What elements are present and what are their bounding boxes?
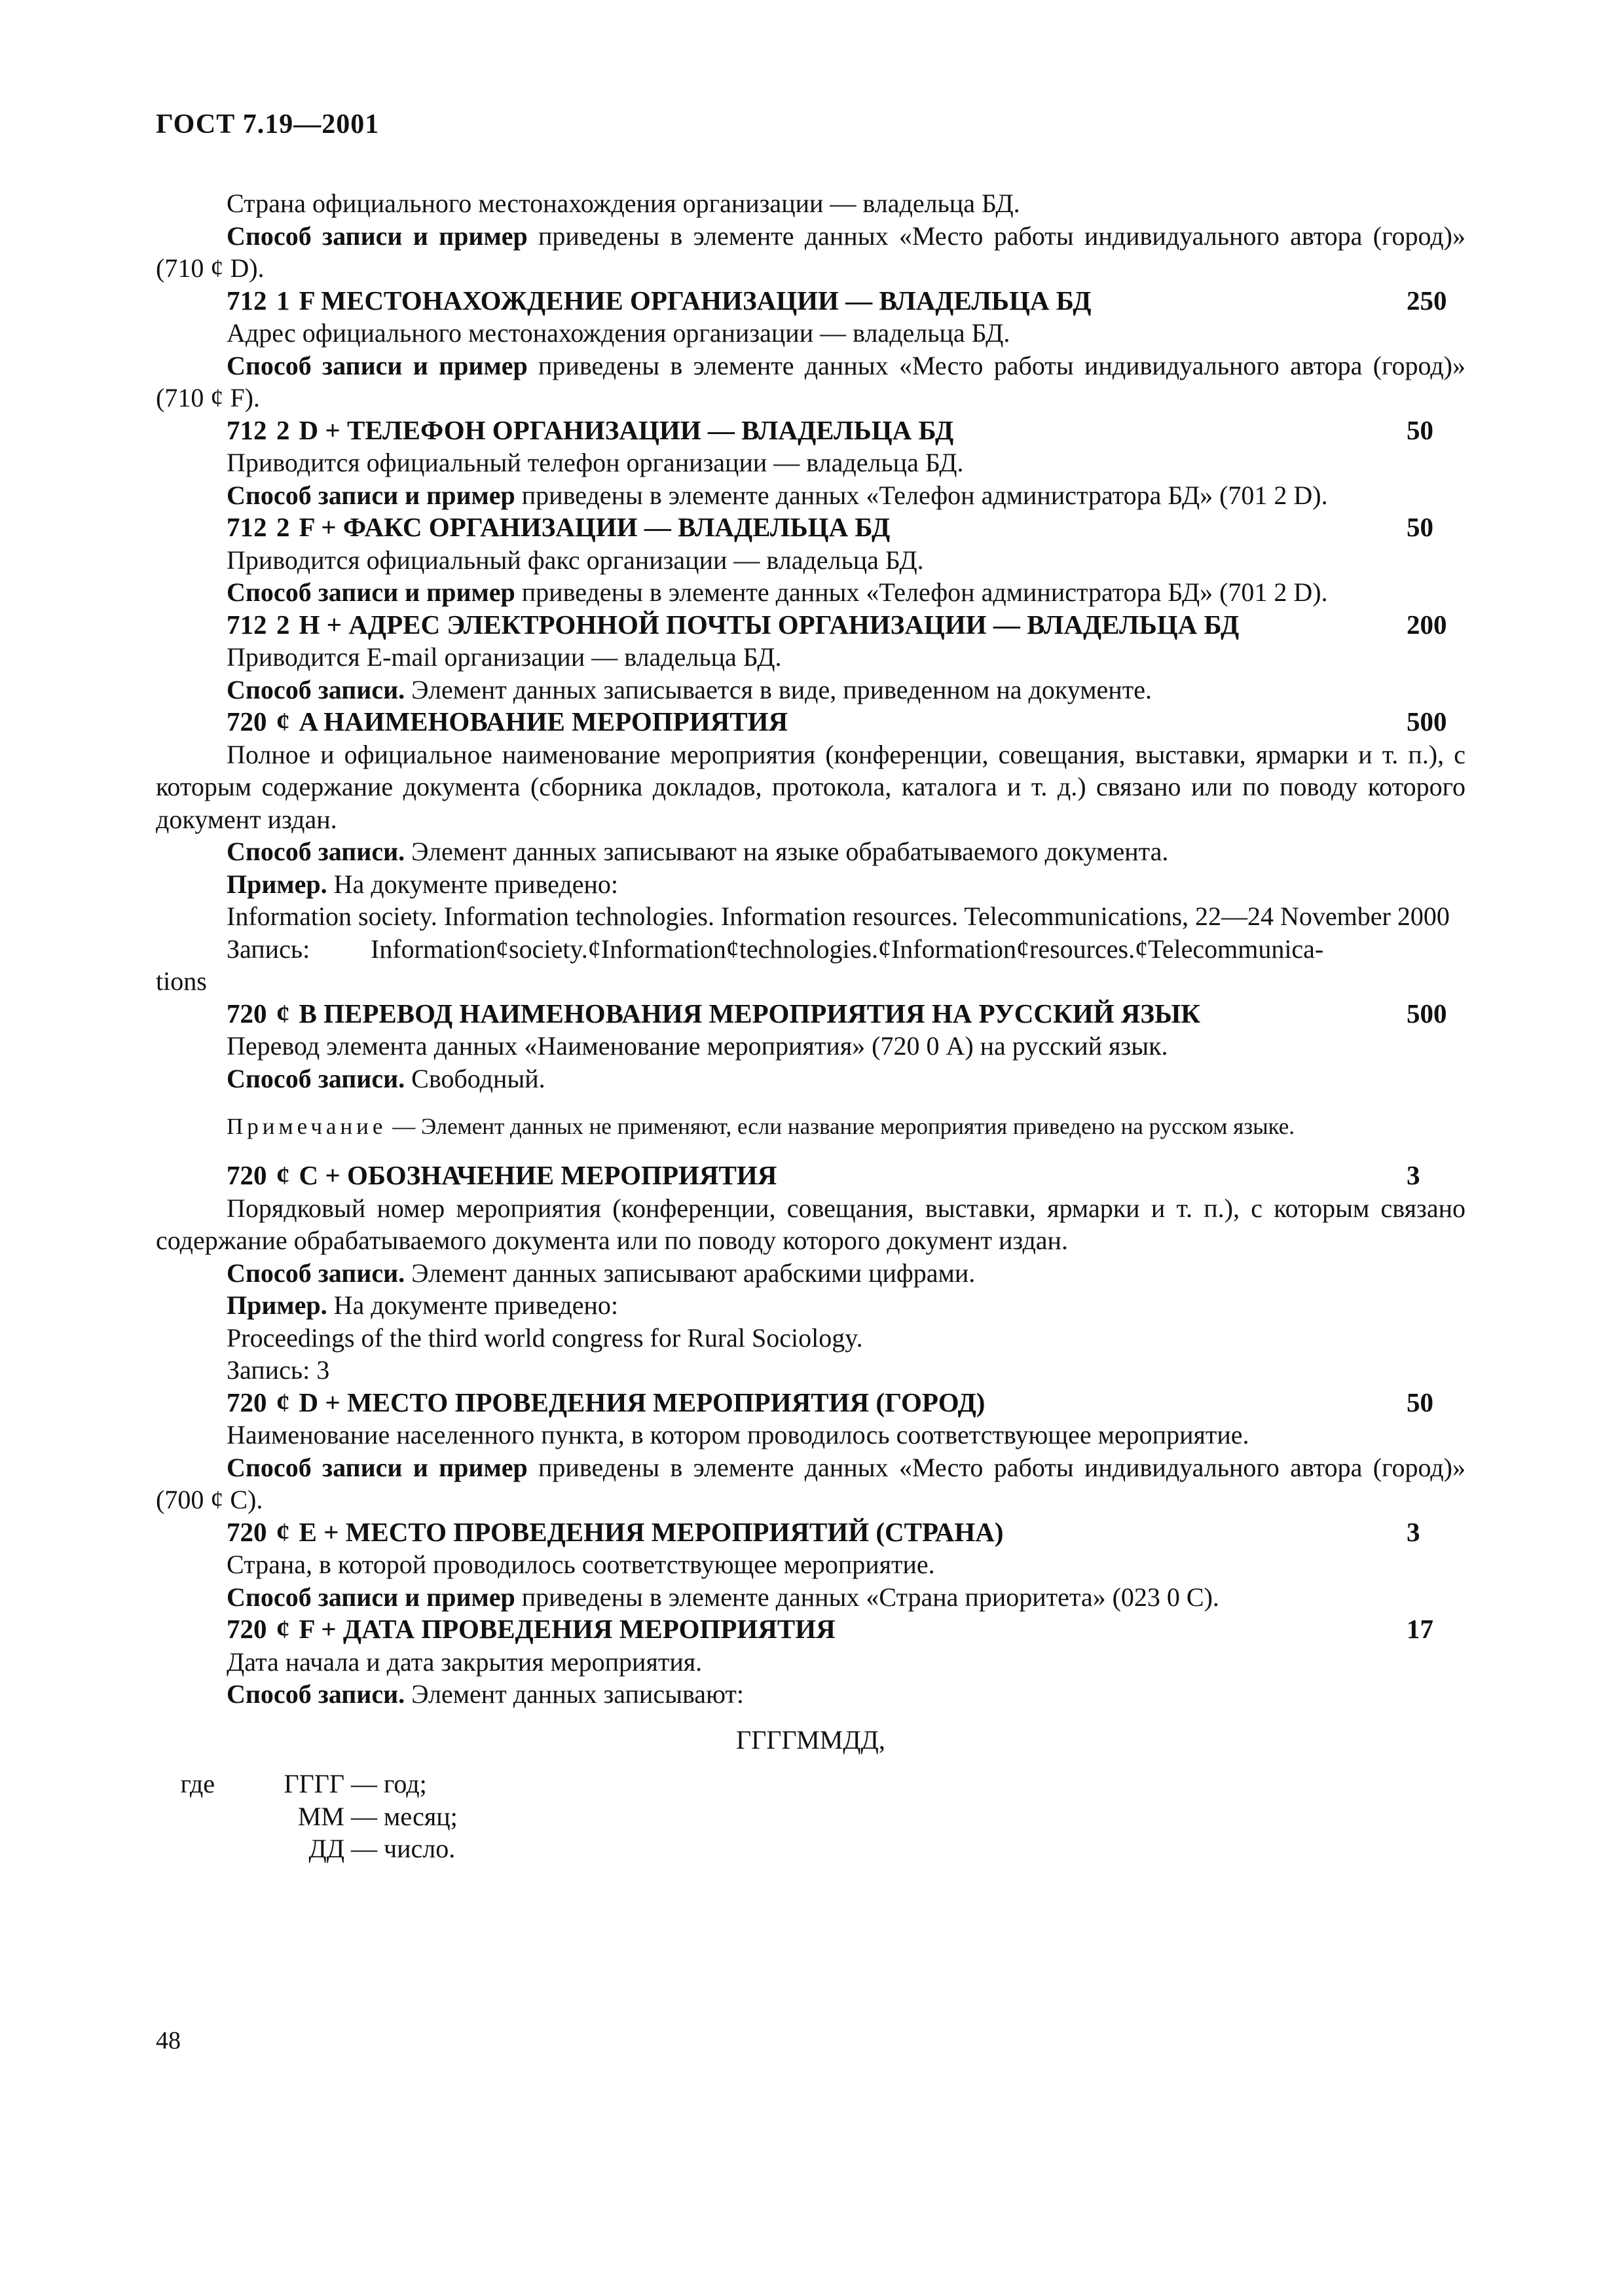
- paragraph-text: Элемент данных записывают арабскими цифрами.: [405, 1258, 976, 1288]
- paragraph-text: На документе приведено:: [327, 869, 619, 899]
- field-title: F МЕСТОНАХОЖДЕНИЕ ОРГАНИЗАЦИИ — ВЛАДЕЛЬЦА БД: [299, 285, 1092, 316]
- paragraph-text: приведены в элементе данных «Телефон администратора БД» (701 2 D).: [515, 480, 1328, 510]
- bold-lead-text: Способ записи.: [227, 674, 405, 704]
- field-length: 500: [1407, 998, 1447, 1029]
- field-indicator: ȼ: [276, 998, 290, 1029]
- legend-desc: — год;: [351, 1769, 427, 1798]
- bold-lead-text: Способ записи.: [227, 837, 405, 866]
- bold-lead-text: Способ записи и пример: [227, 1582, 515, 1612]
- paragraph-text: приведены в элементе данных «Телефон администратора БД» (701 2 D).: [515, 577, 1328, 607]
- legend-term: ДД: [308, 1834, 344, 1863]
- legend-row: [156, 1768, 1465, 1800]
- paragraph-text: приведены в элементе данных «Место работы индивидуального автора (город)» (700 ȼ C).: [156, 1452, 1465, 1514]
- field-indicator: 1: [276, 285, 290, 316]
- paragraph: [156, 1419, 1465, 1451]
- field-heading: [156, 1613, 1465, 1646]
- paragraph: [156, 187, 1465, 220]
- paragraph-text: Адрес официального местонахождения организации — владельца БД.: [227, 318, 1010, 348]
- paragraph-text: Элемент данных записывают:: [405, 1679, 745, 1709]
- field-title: B ПЕРЕВОД НАИМЕНОВАНИЯ МЕРОПРИЯТИЯ НА РУССКИЙ ЯЗЫК: [299, 998, 1200, 1029]
- bold-lead-text: Способ записи.: [227, 1258, 405, 1288]
- paragraph: [156, 641, 1465, 674]
- field-tag: 720: [227, 1160, 267, 1190]
- paragraph-text: Элемент данных записывают на языке обрабатываемого документа.: [405, 837, 1169, 866]
- field-title: C + ОБОЗНАЧЕНИЕ МЕРОПРИЯТИЯ: [299, 1160, 777, 1190]
- field-indicator: ȼ: [276, 706, 290, 737]
- field-length: 250: [1407, 285, 1447, 316]
- field-tag: 720: [227, 998, 267, 1029]
- field-title: D + ТЕЛЕФОН ОРГАНИЗАЦИИ — ВЛАДЕЛЬЦА БД: [299, 414, 954, 445]
- paragraph: [156, 1646, 1465, 1679]
- field-heading: [156, 706, 1465, 738]
- paragraph: [156, 1581, 1465, 1614]
- paragraph: [156, 576, 1465, 609]
- paragraph: [156, 1030, 1465, 1063]
- paragraph-text: Свободный.: [405, 1063, 545, 1093]
- field-heading: [156, 609, 1465, 642]
- page-number: 48: [156, 2027, 181, 2054]
- field-heading: [156, 1516, 1465, 1549]
- field-tag: 712: [227, 609, 267, 640]
- paragraph-text: Приводится официальный факс организации — владельца БД.: [227, 545, 924, 575]
- paragraph: [156, 738, 1465, 836]
- field-heading: [156, 511, 1465, 544]
- paragraph-text: Страна, в которой проводилось соответствующее мероприятие.: [227, 1550, 935, 1579]
- paragraph: [156, 1354, 1465, 1387]
- field-tag: 720: [227, 706, 267, 737]
- field-title: E + МЕСТО ПРОВЕДЕНИЯ МЕРОПРИЯТИЙ (СТРАНА): [299, 1516, 1004, 1547]
- bold-lead-text: Способ записи и пример: [227, 350, 528, 380]
- paragraph: [156, 220, 1465, 285]
- field-indicator: 2: [276, 414, 290, 445]
- paragraph: [156, 1322, 1465, 1355]
- paragraph: [156, 835, 1465, 868]
- bold-lead-text: Способ записи и пример: [227, 480, 515, 510]
- field-heading: [156, 1387, 1465, 1419]
- paragraph: [156, 1063, 1465, 1095]
- legend-row: [156, 1832, 1465, 1865]
- legend-desc: — месяц;: [351, 1801, 458, 1831]
- legend-row: [156, 1800, 1465, 1833]
- paragraph-text: приведены в элементе данных «Страна приоритета» (023 0 C).: [515, 1582, 1219, 1612]
- field-tag: 712: [227, 285, 267, 316]
- paragraph-text: приведены в элементе данных «Место работы индивидуального автора (город)» (710 ȼ D).: [156, 221, 1465, 283]
- paragraph: [156, 1289, 1465, 1322]
- field-tag: 720: [227, 1516, 267, 1547]
- bold-lead-text: Способ записи и пример: [227, 577, 515, 607]
- paragraph: [156, 317, 1465, 350]
- field-tag: 720: [227, 1387, 267, 1417]
- paragraph: [156, 446, 1465, 479]
- field-title: A НАИМЕНОВАНИЕ МЕРОПРИЯТИЯ: [299, 706, 788, 737]
- field-indicator: ȼ: [276, 1614, 290, 1644]
- paragraph-text: Запись: 3: [227, 1355, 330, 1385]
- paragraph-text: Приводится официальный телефон организации — владельца БД.: [227, 448, 964, 477]
- paragraph-text: Полное и официальное наименование мероприятия (конференции, совещания, выставки, ярмарки и т. п.), с которым содержание документа (сборника докладов, протокола, каталога и т. д.) связано или по поводу которого документ издан.: [156, 739, 1465, 834]
- document-body: [156, 187, 1465, 1865]
- bold-lead-text: Пример.: [227, 869, 327, 899]
- bold-lead-text: Способ записи и пример: [227, 221, 528, 251]
- paragraph-text: Элемент данных записывается в виде, приведенном на документе.: [405, 674, 1152, 704]
- note-label: Примечание: [227, 1114, 387, 1139]
- field-length: 500: [1407, 706, 1447, 737]
- legend-lead: где: [180, 1769, 215, 1798]
- field-title: H + АДРЕС ЭЛЕКТРОННОЙ ПОЧТЫ ОРГАНИЗАЦИИ — ВЛАДЕЛЬЦА БД: [299, 609, 1240, 640]
- bold-lead-text: Способ записи.: [227, 1679, 405, 1709]
- field-length: 200: [1407, 609, 1447, 640]
- paragraph-text: Перевод элемента данных «Наименование мероприятия» (720 0 A) на русский язык.: [227, 1031, 1168, 1061]
- note-text: — Элемент данных не применяют, если название мероприятия приведено на русском языке.: [386, 1114, 1295, 1139]
- paragraph: [156, 900, 1465, 933]
- record-value: Informationȼsociety.ȼInformationȼtechnologies.ȼInformationȼresources.ȼTelecommunica-: [371, 934, 1324, 964]
- legend-lead: [156, 1832, 227, 1865]
- legend-desc: — число.: [351, 1834, 456, 1863]
- record-label: Запись:: [227, 934, 310, 964]
- legend-term: ГГГГ: [284, 1769, 344, 1798]
- field-tag: 712: [227, 414, 267, 445]
- field-length: 50: [1407, 512, 1433, 542]
- paragraph: [156, 868, 1465, 901]
- paragraph-text: Порядковый номер мероприятия (конференции, совещания, выставки, ярмарки и т. п.), с которым связано содержание обрабатываемого документа или по поводу которого документ издан.: [156, 1193, 1465, 1255]
- legend-term: ММ: [297, 1801, 344, 1831]
- field-indicator: 2: [276, 609, 290, 640]
- paragraph: [156, 1548, 1465, 1581]
- bold-lead-text: Пример.: [227, 1290, 327, 1320]
- field-length: 50: [1407, 414, 1433, 445]
- field-tag: 712: [227, 512, 267, 542]
- field-tag: 720: [227, 1614, 267, 1644]
- bold-lead-text: Способ записи и пример: [227, 1452, 528, 1482]
- paragraph: [156, 1192, 1465, 1257]
- paragraph-text: На документе приведено:: [327, 1290, 619, 1320]
- field-title: F + ФАКС ОРГАНИЗАЦИИ — ВЛАДЕЛЬЦА БД: [299, 512, 891, 542]
- field-length: 3: [1407, 1160, 1420, 1190]
- paragraph: [156, 1257, 1465, 1290]
- note-paragraph: [156, 1112, 1465, 1141]
- date-format: ГГГГММДД,: [736, 1724, 885, 1755]
- field-indicator: ȼ: [276, 1160, 290, 1190]
- field-title: F + ДАТА ПРОВЕДЕНИЯ МЕРОПРИЯТИЯ: [299, 1614, 836, 1644]
- paragraph-text: Information society. Information technologies. Information resources. Telecommunications, 22—24 November 2000: [227, 902, 1450, 931]
- field-indicator: ȼ: [276, 1516, 290, 1547]
- paragraph: [156, 674, 1465, 706]
- field-heading: [156, 1159, 1465, 1192]
- paragraph: [156, 479, 1465, 512]
- field-length: 17: [1407, 1614, 1433, 1644]
- field-indicator: ȼ: [276, 1387, 290, 1417]
- paragraph: [156, 350, 1465, 414]
- paragraph-text: Наименование населенного пункта, в котором проводилось соответствующее мероприятие.: [227, 1420, 1249, 1449]
- paragraph: [156, 544, 1465, 577]
- paragraph: [156, 1678, 1465, 1711]
- paragraph-text: Страна официального местонахождения организации — владельца БД.: [227, 189, 1020, 218]
- field-heading: [156, 414, 1465, 447]
- bold-lead-text: Способ записи.: [227, 1063, 405, 1093]
- legend-lead: [156, 1800, 227, 1833]
- record-line: [156, 933, 1465, 966]
- paragraph-text: Proceedings of the third world congress for Rural Sociology.: [227, 1322, 863, 1353]
- record-continuation: tions: [156, 966, 207, 996]
- field-title: D + МЕСТО ПРОВЕДЕНИЯ МЕРОПРИЯТИЯ (ГОРОД): [299, 1387, 986, 1417]
- field-length: 3: [1407, 1516, 1420, 1547]
- field-heading: [156, 285, 1465, 318]
- field-heading: [156, 998, 1465, 1030]
- paragraph-text: приведены в элементе данных «Место работы индивидуального автора (город)» (710 ȼ F).: [156, 350, 1465, 412]
- paragraph-text: Приводится E-mail организации — владельца БД.: [227, 642, 782, 672]
- field-indicator: 2: [276, 512, 290, 542]
- paragraph-text: Дата начала и дата закрытия мероприятия.: [227, 1647, 703, 1677]
- standard-header: ГОСТ 7.19—2001: [156, 109, 380, 139]
- field-length: 50: [1407, 1387, 1433, 1417]
- paragraph: [156, 1451, 1465, 1516]
- format-legend: [156, 1768, 1465, 1865]
